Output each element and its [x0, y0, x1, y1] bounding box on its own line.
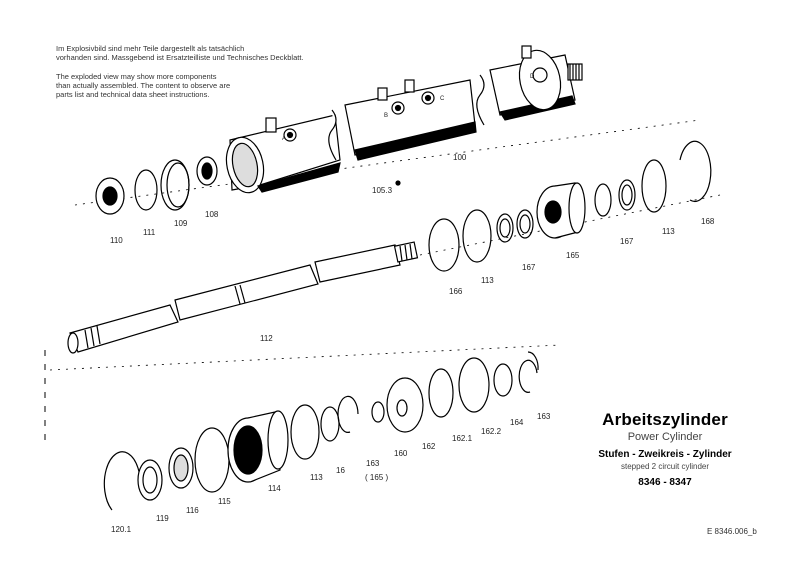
point-105-3	[396, 181, 400, 185]
label-167-right: 167	[620, 237, 634, 246]
label-109: 109	[174, 219, 188, 228]
part-167-ring-mid-2	[517, 210, 533, 238]
drawing-title: Arbeitszylinder	[602, 410, 728, 429]
axis-lower	[50, 345, 560, 370]
note-en-line-1: The exploded view may show more components	[56, 72, 217, 81]
label-112: 112	[260, 334, 273, 343]
label-162-2: 162.2	[481, 427, 502, 436]
stage-description-de: Stufen - Zweikreis - Zylinder	[598, 449, 732, 460]
part-16x-ring	[321, 407, 339, 441]
label-116: 116	[186, 506, 199, 515]
note-en-line-3: parts list and technical data sheet instructions.	[56, 90, 210, 99]
part-119-ring	[138, 460, 162, 500]
part-166-snap-ring	[429, 219, 459, 271]
label-120-1: 120.1	[111, 525, 132, 534]
part-162-1-ring	[459, 358, 489, 412]
part-108-nut	[197, 157, 217, 185]
part-115-ring	[195, 428, 229, 492]
part-163-snap-ring	[338, 396, 358, 432]
german-note	[56, 44, 304, 62]
note-de-line-1: Im Explosivbild sind mehr Teile dargestellt als tatsächlich	[56, 44, 245, 53]
part-111-ring	[135, 170, 157, 210]
part-162-2-ring	[494, 364, 512, 396]
part-167-ring-right-2	[619, 180, 635, 210]
label-115: 115	[218, 497, 231, 506]
label-163: 163	[366, 459, 380, 468]
label-114: 114	[268, 484, 281, 493]
port-label-a: A	[282, 136, 287, 142]
label-113-right: 113	[662, 227, 675, 236]
label-166: 166	[449, 287, 463, 296]
drawing-subtitle: Power Cylinder	[627, 431, 703, 443]
part-167-ring-mid	[497, 214, 513, 242]
part-162-ring	[429, 369, 453, 417]
part-109-ring	[161, 160, 189, 210]
piston-rod	[68, 242, 417, 353]
part-167-ring-right	[595, 184, 611, 216]
title-block	[560, 410, 770, 488]
part-113-ring-right	[642, 160, 666, 212]
label-168: 168	[701, 217, 715, 226]
english-note	[56, 72, 230, 99]
label-165-paren: ( 165 )	[365, 473, 389, 482]
part-116-ring	[169, 448, 193, 488]
part-163-ring-small	[372, 402, 384, 422]
part-113-ring-lower	[291, 405, 319, 459]
label-164: 164	[510, 418, 524, 427]
document-number: E 8346.006_b	[707, 527, 757, 536]
label-162-1: 162.1	[452, 434, 473, 443]
part-168-snap-ring	[680, 141, 711, 201]
part-113-ring-mid	[463, 210, 491, 262]
label-113-lower: 113	[310, 473, 323, 482]
label-108: 108	[205, 210, 219, 219]
cylinder-housing	[222, 46, 582, 196]
part-164-snap-ring	[519, 360, 537, 392]
part-114-piston	[228, 411, 288, 482]
label-105-3: 105.3	[372, 186, 393, 195]
label-167-mid: 167	[522, 263, 536, 272]
note-de-line-2: vorhanden sind. Massgebend ist Ersatzteilliste und Technisches Deckblatt.	[56, 53, 304, 62]
part-120-1-snap-ring	[104, 452, 140, 510]
label-16x: 16	[336, 466, 345, 475]
label-100: 100	[453, 153, 467, 162]
model-numbers: 8346 - 8347	[638, 477, 692, 488]
label-113-mid: 113	[481, 276, 494, 285]
port-label-d: D	[530, 74, 535, 80]
label-110: 110	[110, 236, 123, 245]
label-160: 160	[394, 449, 408, 458]
port-label-c: C	[440, 96, 445, 102]
label-165: 165	[566, 251, 580, 260]
stage-description-en: stepped 2 circuit cylinder	[620, 462, 710, 471]
label-111: 111	[143, 228, 156, 237]
label-162: 162	[422, 442, 436, 451]
part-160-piston	[387, 378, 423, 432]
label-163-right: 163	[537, 412, 551, 421]
part-110-ring	[96, 178, 124, 214]
part-165-piston	[537, 183, 585, 238]
note-en-line-2: than actually assembled. The content to observe are	[56, 81, 231, 90]
port-label-b: B	[384, 113, 389, 119]
label-119: 119	[156, 514, 169, 523]
